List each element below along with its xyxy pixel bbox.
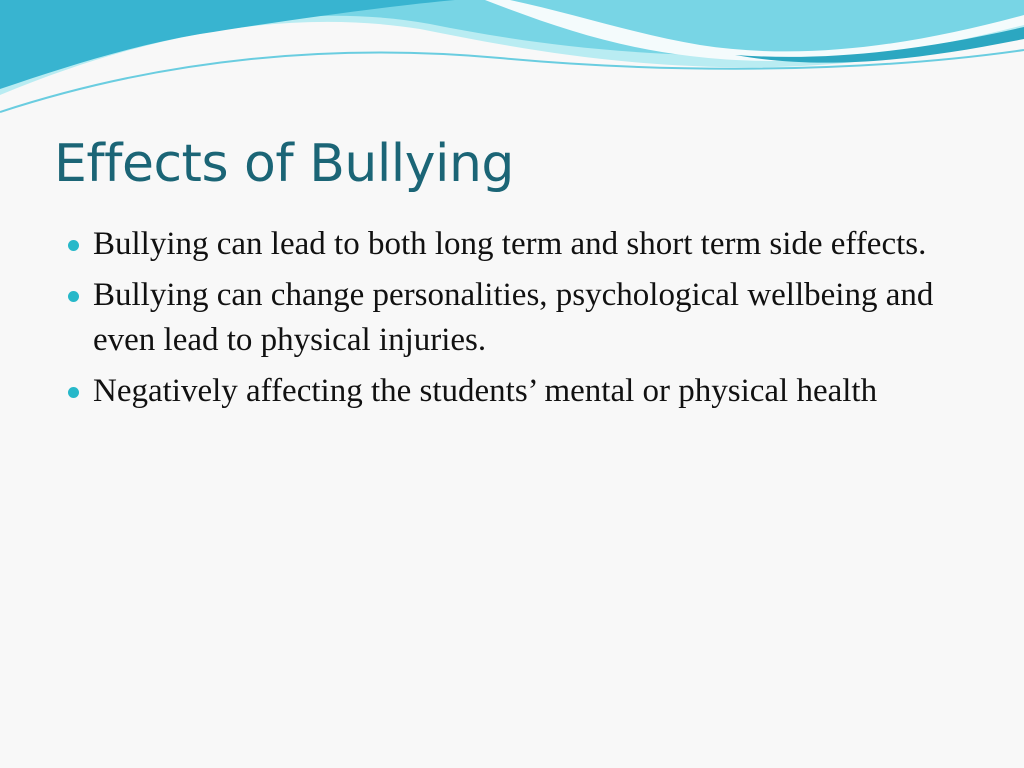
decorative-wave-banner [0,0,1024,120]
bullet-list [68,222,948,420]
bullet-dot-icon [68,240,79,251]
bullet-dot-icon [68,291,79,302]
bullet-text: Bullying can lead to both long term and short term side effects. [93,226,927,262]
bullet-item [68,369,948,414]
bullet-item [68,273,948,363]
slide-title: Effects of Bullying [54,134,514,194]
bullet-dot-icon [68,387,79,398]
bullet-text: Bullying can change personalities, psychological wellbeing and even lead to physical injuries. [93,277,934,358]
bullet-text: Negatively affecting the students’ mental or physical health [93,373,878,409]
bullet-item [68,222,948,267]
